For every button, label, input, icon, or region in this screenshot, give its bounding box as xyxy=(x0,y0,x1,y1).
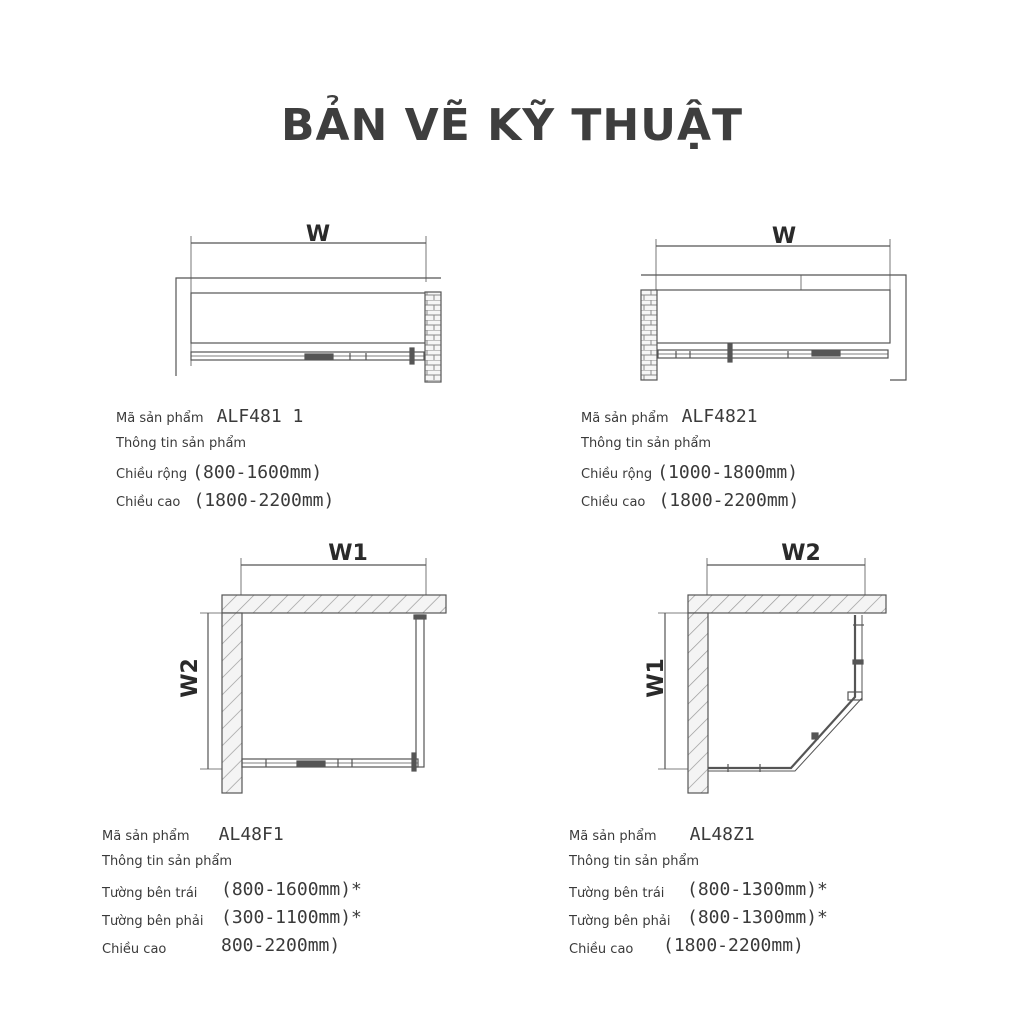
spec-value: (800-1300mm)* xyxy=(687,879,828,900)
spec-label: Tường bên phải xyxy=(102,914,204,929)
dim-label-w2: W2 xyxy=(781,541,821,566)
brick-wall xyxy=(641,290,657,380)
spec-value: (800-1600mm) xyxy=(192,462,323,483)
side-fixed-panel xyxy=(416,615,424,767)
brick-wall xyxy=(425,292,441,382)
door-handle xyxy=(297,761,325,766)
product-code: ALF481 1 xyxy=(216,406,304,427)
shower-back-panel xyxy=(191,293,426,343)
product-code: AL48Z1 xyxy=(689,824,755,845)
spec-value: (300-1100mm)* xyxy=(221,907,362,928)
dim-label-w1: W1 xyxy=(644,658,669,698)
dim-label-w: W xyxy=(305,222,331,247)
door-handle xyxy=(812,351,840,356)
product-info-label: Thông tin sản phẩm xyxy=(116,436,247,451)
diagram-alf4821 xyxy=(641,239,906,380)
product-code-label: Mã sản phẩm xyxy=(116,411,204,426)
product-code-label: Mã sản phẩm xyxy=(569,829,657,844)
door-hinge xyxy=(412,753,416,771)
product-code-row xyxy=(102,824,284,845)
shower-back-panel xyxy=(656,290,890,343)
product-code: AL48F1 xyxy=(218,824,284,845)
spec-label: Tường bên trái xyxy=(569,886,665,901)
spec-row xyxy=(581,490,799,511)
product-info-label: Thông tin sản phẩm xyxy=(569,854,700,869)
spec-label: Tường bên phải xyxy=(569,914,671,929)
spec-row xyxy=(116,462,322,483)
product-code: ALF4821 xyxy=(681,406,758,427)
door-handle xyxy=(812,733,818,739)
spec-label: Chiều cao xyxy=(102,942,167,957)
spec-value: 800-2200mm) xyxy=(221,935,341,956)
diagram-al48f1 xyxy=(200,558,446,793)
spec-label: Chiều rộng xyxy=(116,467,188,482)
panel-bracket xyxy=(414,615,426,619)
bathroom-outline xyxy=(641,275,906,380)
product-code-label: Mã sản phẩm xyxy=(581,411,669,426)
door-hinge xyxy=(853,660,863,664)
spec-value: (1800-2200mm) xyxy=(663,935,804,956)
product-info-label: Thông tin sản phẩm xyxy=(102,854,233,869)
spec-value: (800-1300mm)* xyxy=(687,907,828,928)
pentagon-enclosure-outer xyxy=(708,615,855,768)
left-brick-wall xyxy=(222,613,242,793)
spec-value: (1000-1800mm) xyxy=(657,462,799,483)
dim-label-w1: W1 xyxy=(328,541,368,566)
product-code-label: Mã sản phẩm xyxy=(102,829,190,844)
spec-row xyxy=(116,490,334,511)
top-brick-wall xyxy=(688,595,886,613)
product-code-row xyxy=(581,406,758,427)
dim-label-w2: W2 xyxy=(178,658,203,698)
door-hinge xyxy=(728,344,732,362)
spec-label: Chiều cao xyxy=(581,495,646,510)
door-handle xyxy=(305,354,333,359)
spec-row xyxy=(581,462,798,483)
product-code-row xyxy=(569,824,755,845)
spec-value: (1800-2200mm) xyxy=(193,490,335,511)
spec-value: (800-1600mm)* xyxy=(221,879,362,900)
diagram-alf4811 xyxy=(176,236,441,382)
diagram-al48z1 xyxy=(658,558,886,793)
page-title: BẢN VẼ KỸ THUẬT xyxy=(280,100,744,151)
spec-value: (1800-2200mm) xyxy=(658,490,800,511)
top-brick-wall xyxy=(222,595,446,613)
pentagon-enclosure-inner xyxy=(708,615,862,771)
product-code-row xyxy=(116,406,303,427)
product-info-label: Thông tin sản phẩm xyxy=(581,436,712,451)
spec-label: Chiều cao xyxy=(116,495,181,510)
dim-label-w: W xyxy=(771,224,797,249)
left-brick-wall xyxy=(688,613,708,793)
spec-label: Tường bên trái xyxy=(102,886,198,901)
door-hinge xyxy=(410,348,414,364)
spec-label: Chiều cao xyxy=(569,942,634,957)
spec-label: Chiều rộng xyxy=(581,467,653,482)
